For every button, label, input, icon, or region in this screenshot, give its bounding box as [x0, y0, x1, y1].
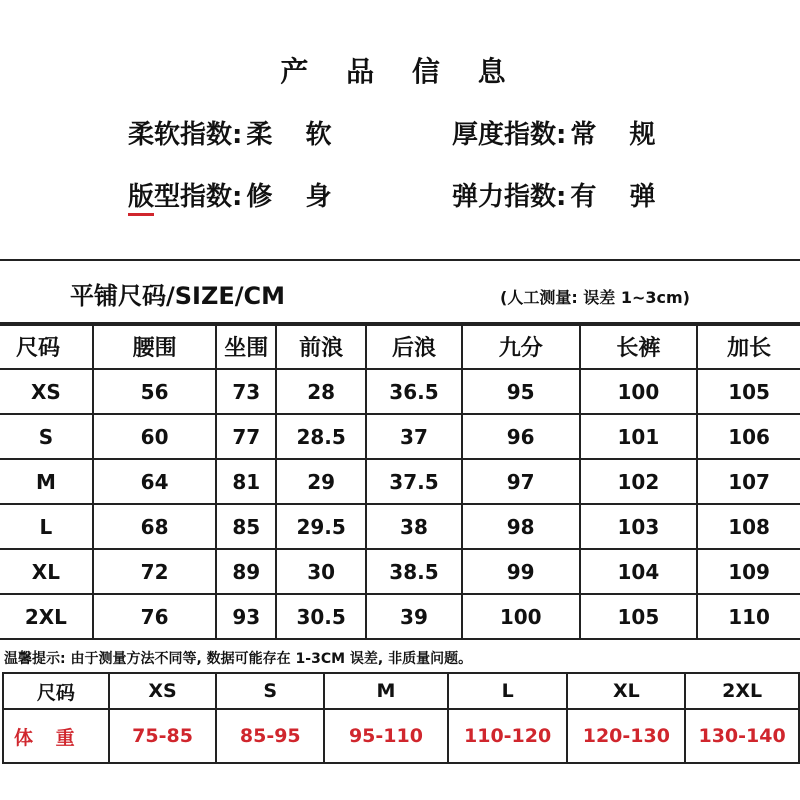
- size-table-cell: 97: [462, 459, 580, 504]
- size-table-cell: 38: [366, 504, 462, 549]
- size-table-cell: 64: [93, 459, 217, 504]
- weight-table-weight-cell: 85-95: [216, 709, 324, 763]
- fit-label: 型指数:: [154, 182, 243, 212]
- size-table-cell: S: [0, 414, 93, 459]
- size-table-cell: 96: [462, 414, 580, 459]
- size-table-cell: 30: [276, 549, 366, 594]
- fit-value: 修 身: [246, 182, 344, 212]
- weight-table-weight-cell: 120-130: [567, 709, 685, 763]
- size-table-cell: 28.5: [276, 414, 366, 459]
- size-chart-title: 平铺尺码/SIZE/CM: [70, 282, 286, 310]
- size-table-cell: 101: [580, 414, 698, 459]
- size-table-cell: L: [0, 504, 93, 549]
- size-table-cell: 77: [216, 414, 276, 459]
- weight-table-size-row: [3, 673, 799, 709]
- size-table-cell: 68: [93, 504, 217, 549]
- size-table-cell: 100: [462, 594, 580, 639]
- size-table-cell: 110: [697, 594, 800, 639]
- size-table-header-cell: 加长: [697, 323, 800, 369]
- size-table-cell: 85: [216, 504, 276, 549]
- elasticity-value: 有 弹: [570, 182, 668, 212]
- size-table-cell: 2XL: [0, 594, 93, 639]
- weight-table: [2, 672, 800, 764]
- elasticity-label: 弹力指数:: [452, 182, 567, 212]
- size-table-cell: 105: [580, 594, 698, 639]
- size-table-row: [0, 369, 800, 414]
- size-table-cell: 73: [216, 369, 276, 414]
- size-table-cell: 37: [366, 414, 462, 459]
- size-chart-header: [0, 261, 800, 326]
- weight-table-size-label: 尺码: [3, 673, 109, 709]
- size-table-cell: 108: [697, 504, 800, 549]
- size-table-cell: 60: [93, 414, 217, 459]
- softness-attribute: [128, 114, 343, 151]
- size-table-cell: XS: [0, 369, 93, 414]
- weight-table-weight-cell: 75-85: [109, 709, 217, 763]
- thickness-value: 常 规: [570, 120, 668, 150]
- size-table-cell: 89: [216, 549, 276, 594]
- size-table-row: [0, 459, 800, 504]
- fit-attribute: [128, 176, 343, 213]
- fit-label-marked: 版: [128, 182, 154, 216]
- size-table-header-cell: 九分: [462, 323, 580, 369]
- thickness-label: 厚度指数:: [452, 120, 567, 150]
- size-table-cell: 30.5: [276, 594, 366, 639]
- size-table-cell: 106: [697, 414, 800, 459]
- size-table-cell: XL: [0, 549, 93, 594]
- size-table-cell: 81: [216, 459, 276, 504]
- size-table-row: [0, 414, 800, 459]
- size-table-header-cell: 尺码: [0, 323, 93, 369]
- size-table-cell: 104: [580, 549, 698, 594]
- size-table-cell: 38.5: [366, 549, 462, 594]
- weight-table-size-cell: S: [216, 673, 324, 709]
- size-table-cell: 93: [216, 594, 276, 639]
- weight-table-weight-label: 体 重: [3, 709, 109, 763]
- weight-table-weight-cell: 130-140: [685, 709, 799, 763]
- size-table-cell: 29.5: [276, 504, 366, 549]
- thickness-attribute: [452, 114, 667, 151]
- weight-table-size-cell: M: [324, 673, 448, 709]
- weight-table-size-cell: XS: [109, 673, 217, 709]
- size-table-cell: 72: [93, 549, 217, 594]
- size-table-header-cell: 前浪: [276, 323, 366, 369]
- size-table-cell: 28: [276, 369, 366, 414]
- size-table-row: [0, 504, 800, 549]
- weight-table-weight-cell: 110-120: [448, 709, 568, 763]
- weight-table-weight-cell: 95-110: [324, 709, 448, 763]
- size-table-cell: 95: [462, 369, 580, 414]
- size-table-cell: 109: [697, 549, 800, 594]
- size-table-row: [0, 594, 800, 639]
- size-table-cell: 76: [93, 594, 217, 639]
- weight-table-size-cell: L: [448, 673, 568, 709]
- softness-value: 柔 软: [246, 120, 344, 150]
- size-table-cell: 39: [366, 594, 462, 639]
- size-table: [0, 322, 800, 640]
- size-table-cell: 100: [580, 369, 698, 414]
- weight-table-size-cell: XL: [567, 673, 685, 709]
- measurement-note: (人工测量: 误差 1~3cm): [500, 288, 690, 307]
- size-table-cell: 105: [697, 369, 800, 414]
- size-table-header-row: [0, 323, 800, 369]
- size-table-cell: 98: [462, 504, 580, 549]
- product-info-title: 产 品 信 息: [280, 55, 520, 88]
- size-table-cell: 36.5: [366, 369, 462, 414]
- size-table-cell: 29: [276, 459, 366, 504]
- size-table-header-cell: 长裤: [580, 323, 698, 369]
- size-table-cell: 102: [580, 459, 698, 504]
- size-table-cell: 37.5: [366, 459, 462, 504]
- size-table-header-cell: 腰围: [93, 323, 217, 369]
- size-table-cell: 107: [697, 459, 800, 504]
- size-table-cell: 103: [580, 504, 698, 549]
- size-table-cell: M: [0, 459, 93, 504]
- size-table-row: [0, 549, 800, 594]
- softness-label: 柔软指数:: [128, 120, 243, 150]
- weight-table-weight-row: [3, 709, 799, 763]
- elasticity-attribute: [452, 176, 667, 213]
- weight-table-size-cell: 2XL: [685, 673, 799, 709]
- size-table-cell: 56: [93, 369, 217, 414]
- measurement-tip: 温馨提示: 由于测量方法不同等, 数据可能存在 1-3CM 误差, 非质量问题。: [4, 651, 473, 667]
- size-table-cell: 99: [462, 549, 580, 594]
- size-table-header-cell: 坐围: [216, 323, 276, 369]
- size-table-header-cell: 后浪: [366, 323, 462, 369]
